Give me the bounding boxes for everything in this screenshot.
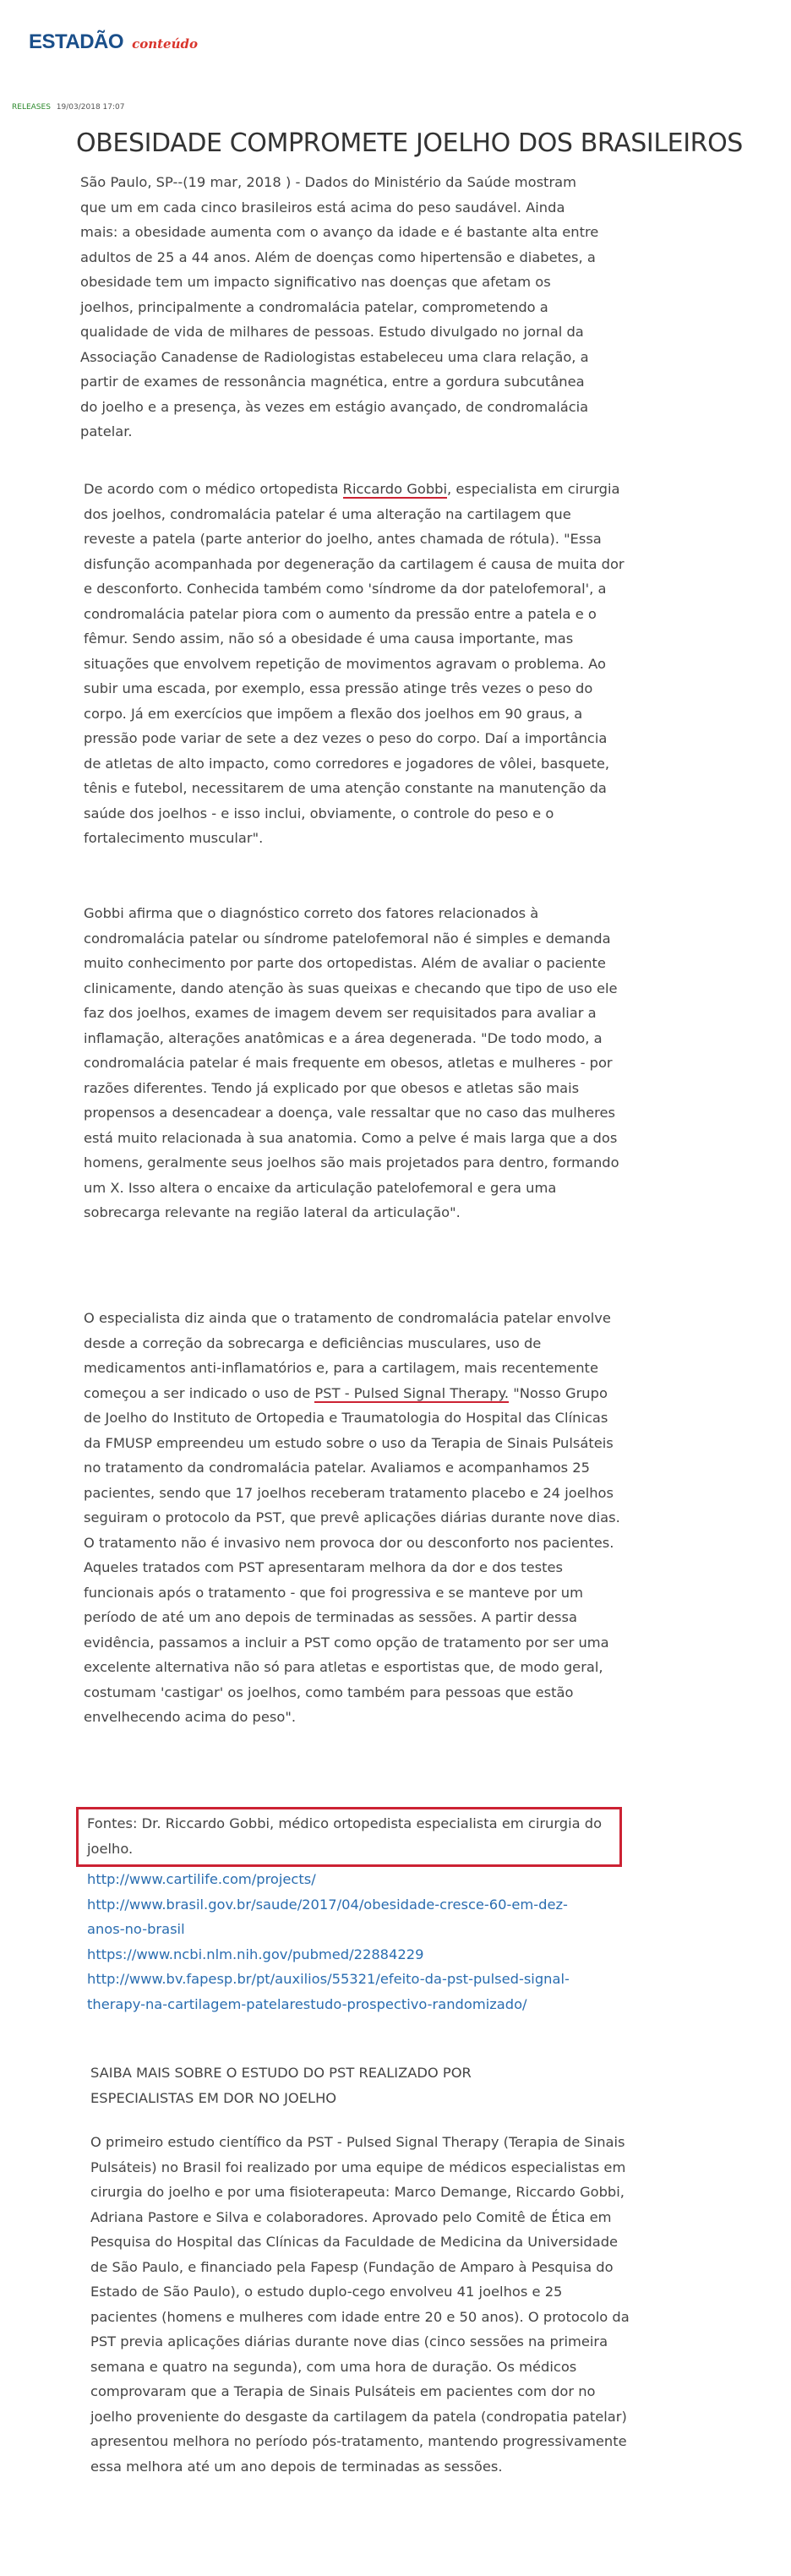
paragraph-study: O primeiro estudo científico da PST - Pulsed Signal Therapy (Terapia de Sinais Pulsáteis) no Brasil foi realizado por uma equipe de médicos especialistas em cirurgia do joelho e por uma fisioterapeuta: Marco Demange, Riccardo Gobbi, Adriana Pastore e Silva e colaboradores. Aprovado pelo Comitê de Ética em Pesquisa do Hospital das Clínicas da Faculdade de Medicina da Universidade de São Paulo, e financiado pela Fapesp (Fundação de Amparo à Pesquisa do Estado de São Paulo), o estudo duplo-cego envolveu 41 joelhos e 25 pacientes (homens e mulheres com idade entre 20 e 50 anos). O protocolo da PST previa aplicações diárias durante nove dias (cinco sessões na primeira semana e quatro na segunda), com uma hora de duração. Os médicos comprovaram que a Terapia de Sinais Pulsáteis em pacientes com dor no joelho proveniente do desgaste da cartilagem da patela (condropatia patelar) apresentou melhora no período pós-tratamento, mantendo progressivamente essa melhora até um ano depois de terminadas as sessões. xyxy=(90,2134,630,2475)
paragraph-treatment-lead: O especialista diz ainda que o tratamento de condromalácia patelar envolve desde a correção da sobrecarga e deficiências musculares, uso de medicamentos anti-inflamatórios e, para a cartilagem, mais recentemente começou a ser indicado o uso de xyxy=(84,1310,611,1401)
article-meta xyxy=(12,103,124,112)
source-link-ncbi[interactable]: https://www.ncbi.nlm.nih.gov/pubmed/22884229 xyxy=(87,1946,424,1962)
logo-main-text: ESTADÃO xyxy=(29,30,124,53)
publish-datetime: 19/03/2018 17:07 xyxy=(56,103,125,112)
source-link-fapesp[interactable]: http://www.bv.fapesp.br/pt/auxilios/55321/efeito-da-pst-pulsed-signal-therapy-na-cartilagem-patelarestudo-prospectivo-randomizado/ xyxy=(87,1971,570,2012)
sources-section xyxy=(76,1807,617,2017)
article-title: OBESIDADE COMPROMETE JOELHO DOS BRASILEIROS xyxy=(76,128,743,158)
site-logo[interactable] xyxy=(29,30,198,54)
paragraph-treatment-rest: "Nosso Grupo de Joelho do Instituto de Ortopedia e Traumatologia do Hospital das Clínicas da FMUSP empreendeu um estudo sobre o uso da Terapia de Sinais Pulsáteis no tratamento da condromalácia patelar. Avaliamos e acompanhamos 25 pacientes, sendo que 17 joelhos receberam tratamento placebo e 24 joelhos seguiram o protocolo da PST, que prevê aplicações diárias durante nove dias. O tratamento não é invasivo nem provoca dor ou desconforto nos pacientes. Aqueles tratados com PST apresentaram melhora da dor e dos testes funcionais após o tratamento - que foi progressiva e se manteve por um período de até um ano depois de terminadas as sessões. A partir dessa evidência, passamos a incluir a PST como opção de tratamento por ser uma excelente alternativa não só para atletas e esportistas que, de modo geral, costumam 'castigar' os joelhos, como também para pessoas que estão envelhecendo acima do peso". xyxy=(84,1384,620,1725)
paragraph-gobbi xyxy=(84,477,625,851)
riccardo-gobbi-link[interactable]: Riccardo Gobbi xyxy=(342,481,448,497)
category-tag[interactable]: RELEASES xyxy=(12,103,51,112)
pst-link[interactable]: PST - Pulsed Signal Therapy. xyxy=(314,1384,510,1401)
paragraph-gobbi-rest: , especialista em cirurgia dos joelhos, condromalácia patelar é uma alteração na cartilagem que reveste a patela (parte anterior do joelho, antes chamada de rótula). "Essa disfunção acompanhada por degeneração da cartilagem é causa de muita dor e desconforto. Conhecida também como 'síndrome da dor patelofemoral', a condromalácia patelar piora com o aumento da pressão entre a patela e o fêmur. Sendo assim, não só a obesidade é uma causa importante, mas situações que envolvem repetição de movimentos agravam o problema. Ao subir uma escada, por exemplo, essa pressão atinge três vezes o peso do corpo. Já em exercícios que impõem a flexão dos joelhos em 90 graus, a pressão pode variar de sete a dez vezes o peso do corpo. Daí a importância de atletas de alto impacto, como corredores e jogadores de vôlei, basquete, tênis e futebol, necessitarem de uma atenção constante na manutenção da saúde dos joelhos - e isso inclui, obviamente, o controle do peso e o fortalecimento muscular". xyxy=(84,481,625,846)
logo-sub-text: conteúdo xyxy=(132,36,198,52)
sources-label: Fontes: Dr. Riccardo Gobbi, médico ortopedista especialista em cirurgia do joelho. xyxy=(76,1807,622,1867)
study-heading: SAIBA MAIS SOBRE O ESTUDO DO PST REALIZADO POR ESPECIALISTAS EM DOR NO JOELHO xyxy=(90,2065,472,2106)
paragraph-gobbi-lead: De acordo com o médico ortopedista xyxy=(84,481,343,497)
paragraph-treatment xyxy=(84,1306,625,1730)
source-link-brasil-gov[interactable]: http://www.brasil.gov.br/saude/2017/04/obesidade-cresce-60-em-dez-anos-no-brasil xyxy=(87,1896,568,1937)
source-link-cartilife[interactable]: http://www.cartilife.com/projects/ xyxy=(87,1871,316,1887)
paragraph-intro: São Paulo, SP--(19 mar, 2018 ) - Dados do Ministério da Saúde mostram que um em cada cinco brasileiros está acima do peso saudável. Ainda mais: a obesidade aumenta com o avanço da idade e é bastante alta entre adultos de 25 a 44 anos. Além de doenças como hipertensão e diabetes, a obesidade tem um impacto significativo nas doenças que afetam os joelhos, principalmente a condromalácia patelar, comprometendo a qualidade de vida de milhares de pessoas. Estudo divulgado no jornal da Associação Canadense de Radiologistas estabeleceu uma clara relação, a partir de exames de ressonância magnética, entre a gordura subcutânea do joelho e a presença, às vezes em estágio avançado, de condromalácia patelar. xyxy=(80,174,599,439)
paragraph-diagnosis: Gobbi afirma que o diagnóstico correto dos fatores relacionados à condromalácia patelar ou síndrome patelofemoral não é simples e demanda muito conhecimento por parte dos ortopedistas. Além de avaliar o paciente clinicamente, dando atenção às suas queixas e checando que tipo de uso ele faz dos joelhos, exames de imagem devem ser requisitados para avaliar a inflamação, alterações anatômicas e a área degenerada. "De todo modo, a condromalácia patelar é mais frequente em obesos, atletas e mulheres - por razões diferentes. Tendo já explicado por que obesos e atletas são mais propensos a desencadear a doença, vale ressaltar que no caso das mulheres está muito relacionada à sua anatomia. Como a pelve é mais larga que a dos homens, geralmente seus joelhos são mais projetados para dentro, formando um X. Isso altera o encaixe da articulação patelofemoral e gera uma sobrecarga relevante na região lateral da articulação". xyxy=(84,905,619,1220)
